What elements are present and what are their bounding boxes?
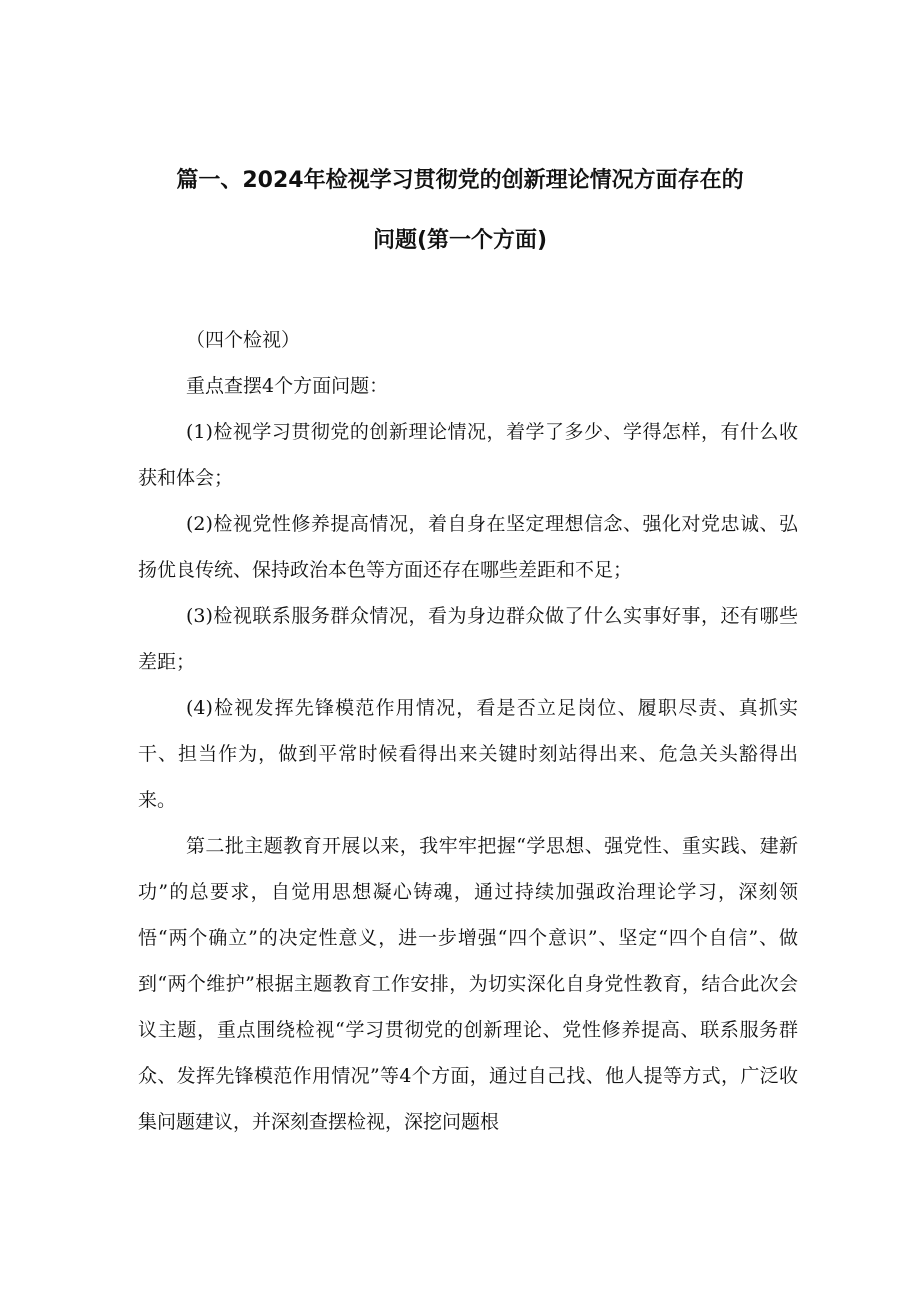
paragraph-item-2: (2)检视党性修养提高情况，着自身在坚定理想信念、强化对党忠诚、弘扬优良传统、保持政治本色等方面还存在哪些差距和不足；	[138, 513, 798, 581]
paragraph-main-body: 第二批主题教育开展以来，我牢牢把握“学思想、强党性、重实践、建新功”的总要求，自觉用思想凝心铸魂，通过持续加强政治理论学习，深刻领悟“两个确立”的决定性意义，进一步增强“四个意识”、坚定“四个自信”、做到“两个维护”根据主题教育工作安排，为切实深化自身党性教育，结合此次会议主题，重点围绕检视“学习贯彻党的创新理论、党性修养提高、联系服务群众、发挥先锋模范作用情况”等4个方面，通过自己找、他人提等方式，广泛收集问题建议，并深刻查摆检视，深挖问题根	[138, 835, 798, 1133]
document-title-line-2: 问题(第一个方面)	[372, 228, 548, 253]
document-body	[138, 317, 798, 1145]
paragraph-key-issues: 重点查摆4个方面问题：	[186, 375, 389, 397]
paragraph-item-3: (3)检视联系服务群众情况，看为身边群众做了什么实事好事，还有哪些差距；	[138, 605, 798, 673]
paragraph-four-reviews: （四个检视）	[186, 329, 301, 351]
document-title-line-1: 篇一、2024年检视学习贯彻党的创新理论情况方面存在的	[176, 168, 744, 193]
paragraph-item-4: (4)检视发挥先锋模范作用情况，看是否立足岗位、履职尽责、真抓实干、担当作为，做到平常时候看得出来关键时刻站得出来、危急关头豁得出来。	[138, 697, 798, 811]
paragraph-item-1: (1)检视学习贯彻党的创新理论情况，着学了多少、学得怎样，有什么收获和体会；	[138, 421, 798, 489]
